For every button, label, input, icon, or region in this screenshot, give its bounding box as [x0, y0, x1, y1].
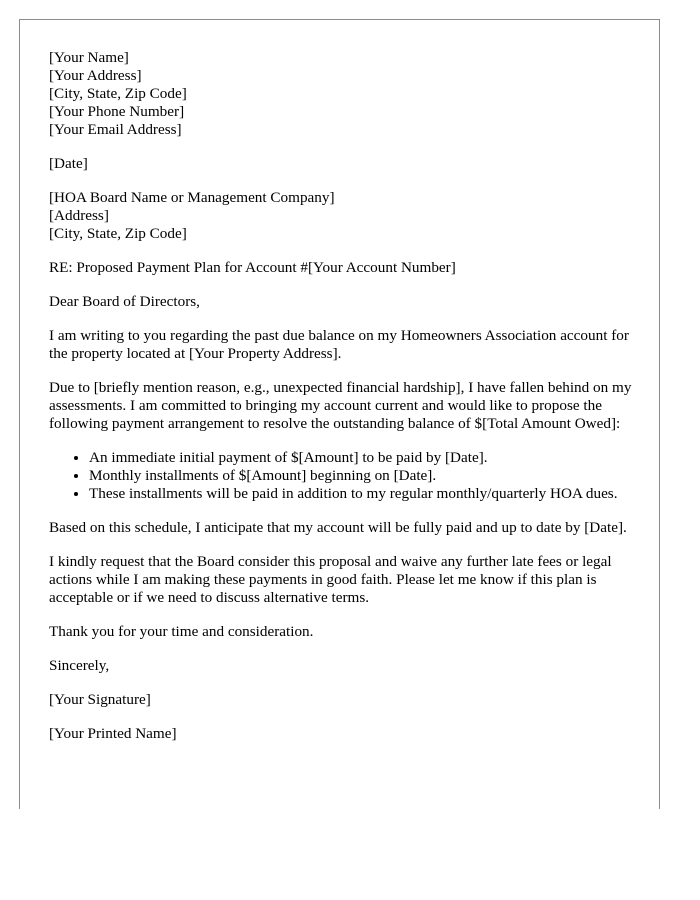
- letter-content: [49, 49, 634, 759]
- payment-plan-list: [49, 449, 634, 503]
- list-item: • These installments will be paid in addition to my regular monthly/quarterly HOA dues.: [89, 485, 634, 503]
- recipient-block: [49, 189, 634, 243]
- recipient-address: [Address]: [49, 207, 109, 224]
- recipient-city-state-zip: [City, State, Zip Code]: [49, 225, 187, 242]
- printed-name-placeholder: [Your Printed Name]: [49, 725, 177, 742]
- list-item: • Monthly installments of $[Amount] beginning on [Date].: [89, 467, 634, 485]
- subject-line: RE: Proposed Payment Plan for Account #[Your Account Number]: [49, 259, 456, 276]
- body-paragraph-proposal: Due to [briefly mention reason, e.g., unexpected financial hardship], I have fallen behind on my assessments. I am committed to bringing my account current and would like to propose the following payment arrangement to resolve the outstanding balance of $[Total Amount Owed]:: [49, 379, 632, 432]
- body-paragraph-thanks: Thank you for your time and consideration.: [49, 623, 314, 640]
- sender-block: [49, 49, 634, 139]
- letter-page: [19, 19, 660, 809]
- sender-city-state-zip: [City, State, Zip Code]: [49, 85, 187, 102]
- sender-email: [Your Email Address]: [49, 121, 182, 138]
- body-paragraph-intro: I am writing to you regarding the past due balance on my Homeowners Association account for the property located at [Your Property Address].: [49, 327, 629, 362]
- body-paragraph-schedule: Based on this schedule, I anticipate that my account will be fully paid and up to date by [Date].: [49, 519, 627, 536]
- letter-date: [Date]: [49, 155, 88, 172]
- recipient-name: [HOA Board Name or Management Company]: [49, 189, 335, 206]
- list-item: • An immediate initial payment of $[Amount] to be paid by [Date].: [89, 449, 634, 467]
- body-paragraph-request: I kindly request that the Board consider this proposal and waive any further late fees or legal actions while I am making these payments in good faith. Please let me know if this plan is acceptable or if we need to discuss alternative terms.: [49, 553, 612, 606]
- sender-phone: [Your Phone Number]: [49, 103, 185, 120]
- salutation: Dear Board of Directors,: [49, 293, 200, 310]
- signoff: Sincerely,: [49, 657, 110, 674]
- sender-address: [Your Address]: [49, 67, 142, 84]
- sender-name: [Your Name]: [49, 49, 129, 66]
- signature-placeholder: [Your Signature]: [49, 691, 151, 708]
